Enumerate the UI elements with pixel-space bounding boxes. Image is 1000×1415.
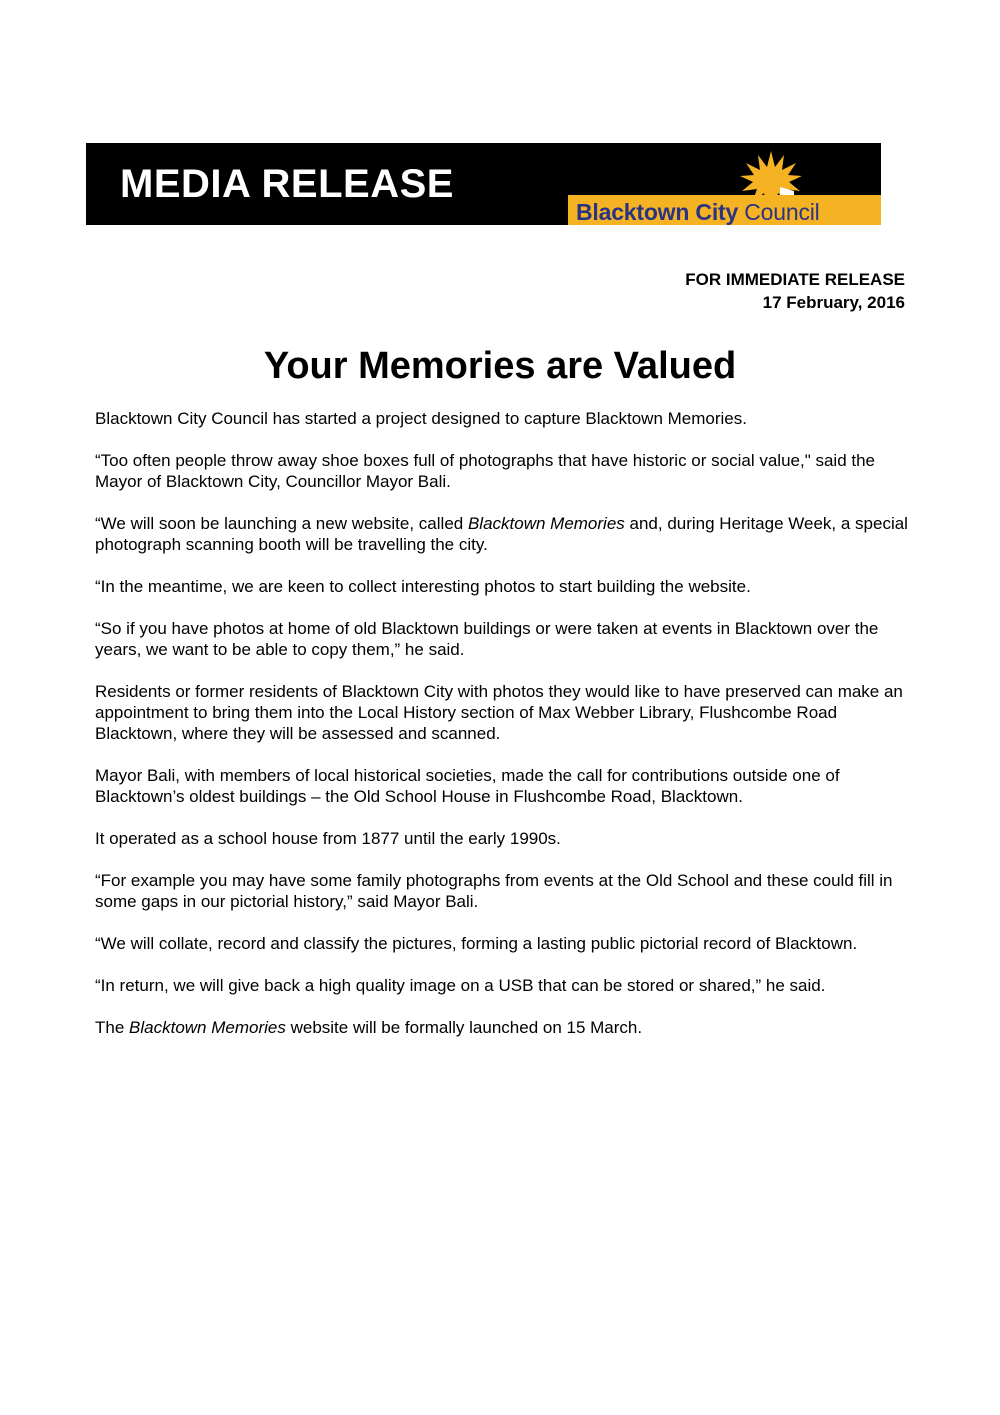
paragraph: “We will collate, record and classify the pictures, forming a lasting public pictorial record of Blacktown. (95, 934, 858, 953)
paragraph: “Too often people throw away shoe boxes full of photographs that have historic or social value," said the Mayor of Blacktown City, Councillor Mayor Bali. (95, 451, 875, 491)
paragraph: “In return, we will give back a high quality image on a USB that can be stored or shared,” he said. (95, 976, 826, 995)
logo-text-council: Council (744, 199, 820, 225)
headline: Your Memories are Valued (263, 345, 737, 387)
paragraph: Blacktown City Council has started a project designed to capture Blacktown Memories. (95, 409, 747, 428)
release-date: 17 February, 2016 (762, 293, 905, 312)
paragraph: Residents or former residents of Blacktown City with photos they would like to have preserved can make an appointment to bring them into the Local History section of Max Webber Library, Flushcombe Road Blacktown, where they will be assessed and scanned. (95, 682, 903, 743)
article-body (95, 408, 915, 1059)
media-release-banner (86, 143, 881, 225)
website-name: Blacktown Memories (467, 514, 625, 533)
paragraph-text: and, during Heritage Week, a special photograph scanning booth will be travelling the city. (95, 514, 908, 554)
website-name: Blacktown Memories (129, 1018, 286, 1037)
paragraph: It operated as a school house from 1877 until the early 1990s. (95, 829, 561, 848)
paragraph-text: website will be formally launched on 15 March. (285, 1018, 643, 1037)
release-label: FOR IMMEDIATE RELEASE (685, 270, 905, 289)
paragraph: “For example you may have some family photographs from events at the Old School and these could fill in some gaps in our pictorial history,” said Mayor Bali. (95, 871, 893, 911)
banner-title: MEDIA RELEASE (120, 162, 454, 206)
release-info (685, 268, 905, 314)
paragraph (95, 1017, 915, 1038)
paragraph: “So if you have photos at home of old Blacktown buildings or were taken at events in Blacktown over the years, we want to be able to copy them,” he said. (95, 619, 879, 659)
paragraph: Mayor Bali, with members of local historical societies, made the call for contributions outside one of Blacktown’s oldest buildings – the Old School House in Flushcombe Road, Blacktown. (95, 766, 840, 806)
logo-text-main: Blacktown City (576, 199, 745, 225)
paragraph-text: The (95, 1018, 130, 1037)
blacktown-city-council-logo (568, 151, 881, 225)
logo-text (576, 199, 820, 225)
paragraph (95, 513, 915, 555)
paragraph-text: “We will soon be launching a new website, called (95, 514, 468, 533)
paragraph: “In the meantime, we are keen to collect interesting photos to start building the website. (95, 577, 751, 596)
